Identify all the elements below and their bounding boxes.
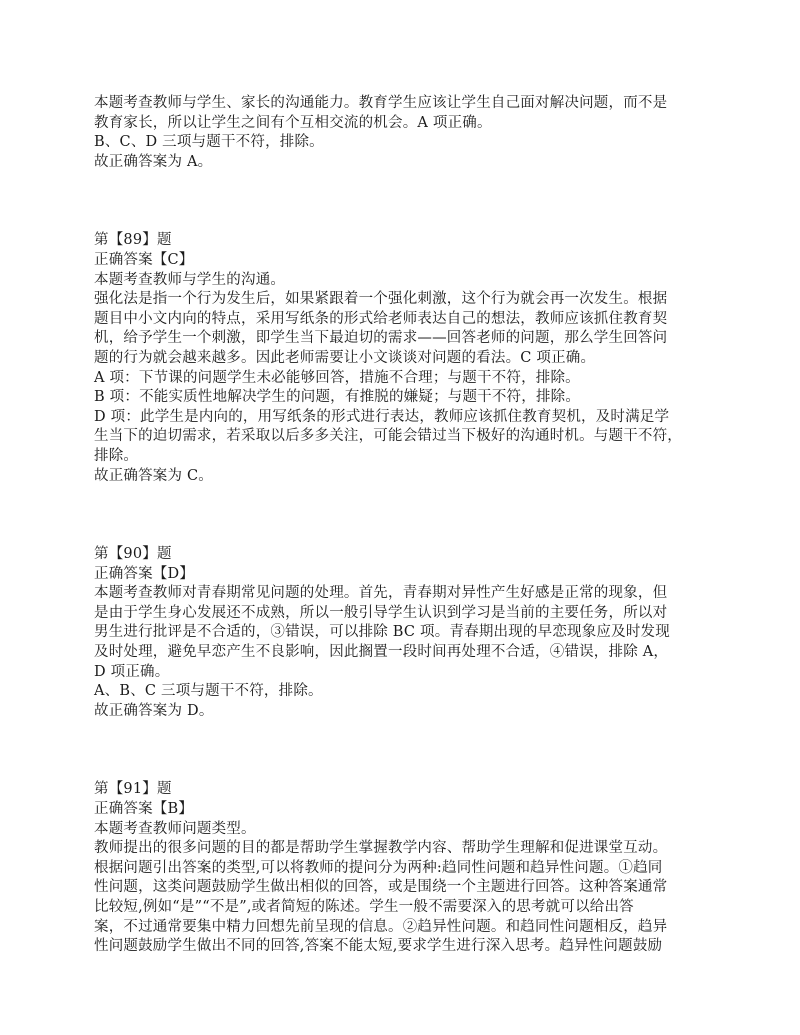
text-line: 故正确答案为 A。 <box>94 153 213 170</box>
text-line: D 项：此学生是内向的，用写纸条的形式进行表达，教师应该抓住教育契机，及时满足学 <box>94 408 670 425</box>
text-line: A、B、C 三项与题干不符，排除。 <box>94 683 323 700</box>
text-line: 案，不过通常要集中精力回想先前呈现的信息。②趋异性问题。和趋同性问题相反，趋异 <box>94 918 668 935</box>
intro-explanation <box>94 94 714 172</box>
question-89 <box>94 231 714 486</box>
correct-answer: 正确答案【D】 <box>94 565 195 582</box>
correct-answer: 正确答案【B】 <box>94 801 194 818</box>
spacer <box>94 486 714 545</box>
text-line: D 项正确。 <box>94 663 170 680</box>
text-line: 故正确答案为 C。 <box>94 467 214 484</box>
question-heading: 第【89】题 <box>94 232 172 249</box>
text-line: 性问题鼓励学生做出不同的回答,答案不能太短,要求学生进行深入思考。趋异性问题鼓励 <box>94 938 663 955</box>
text-line: 根据问题引出答案的类型,可以将教师的提问分为两种:趋同性问题和趋异性问题。①趋同 <box>94 859 663 876</box>
text-line: 教师提出的很多问题的目的都是帮助学生掌握教学内容、帮助学生理解和促进课堂互动。 <box>94 840 668 857</box>
text-line: A 项：下节课的问题学生未必能够回答，措施不合理；与题干不符，排除。 <box>94 369 580 386</box>
text-line: B、C、D 三项与题干不符，排除。 <box>94 134 324 151</box>
text-line: B 项：不能实质性地解决学生的问题，有推脱的嫌疑；与题干不符，排除。 <box>94 389 581 406</box>
text-line: 教育家长，所以让学生之间有个互相交流的机会。A 项正确。 <box>94 114 492 131</box>
text-line: 本题考查教师问题类型。 <box>94 820 256 837</box>
spacer <box>94 721 714 780</box>
question-90 <box>94 545 714 721</box>
text-line: 题目中小文内向的特点，采用写纸条的形式给老师表达自己的想法，教师应该抓住教育契 <box>94 310 668 327</box>
spacer <box>94 172 714 231</box>
text-line: 比较短,例如“是”“不是”,或者简短的陈述。学生一般不需要深入的思考就可以给出答 <box>94 899 634 915</box>
text-line: 生当下的迫切需求，若采取以后多多关注，可能会错过当下极好的沟通时机。与题干不符， <box>94 428 682 445</box>
text-line: 男生进行批评是不合适的，③错误，可以排除 BC 项。青春期出现的早恋现象应及时发现 <box>94 624 670 641</box>
text-line: 是由于学生身心发展还不成熟，所以一般引导学生认识到学习是当前的主要任务，所以对 <box>94 604 668 621</box>
text-line: 本题考查教师对青春期常见问题的处理。首先，青春期对异性产生好感是正常的现象，但 <box>94 585 668 602</box>
text-line: 及时处理，避免早恋产生不良影响，因此搁置一段时间再处理不合适，④错误，排除 A， <box>94 644 669 661</box>
question-heading: 第【91】题 <box>94 781 172 798</box>
text-line: 排除。 <box>94 447 139 464</box>
text-line: 题的行为就会越来越多。因此老师需要让小文谈谈对问题的看法。C 项正确。 <box>94 349 596 366</box>
text-line: 本题考查教师与学生、家长的沟通能力。教育学生应该让学生自己面对解决问题，而不是 <box>94 95 668 111</box>
question-91 <box>94 780 714 956</box>
text-line: 故正确答案为 D。 <box>94 702 214 719</box>
question-heading: 第【90】题 <box>94 546 172 563</box>
document-page <box>94 94 714 957</box>
text-line: 强化法是指一个行为发生后，如果紧跟着一个强化刺激，这个行为就会再一次发生。根据 <box>94 291 668 308</box>
correct-answer: 正确答案【C】 <box>94 251 194 268</box>
text-line: 本题考查教师与学生的沟通。 <box>94 271 286 288</box>
text-line: 机，给予学生一个刺激，即学生当下最迫切的需求——回答老师的问题，那么学生回答问 <box>94 330 668 347</box>
text-line: 性问题，这类问题鼓励学生做出相似的回答，或是围绕一个主题进行回答。这种答案通常 <box>94 879 668 896</box>
